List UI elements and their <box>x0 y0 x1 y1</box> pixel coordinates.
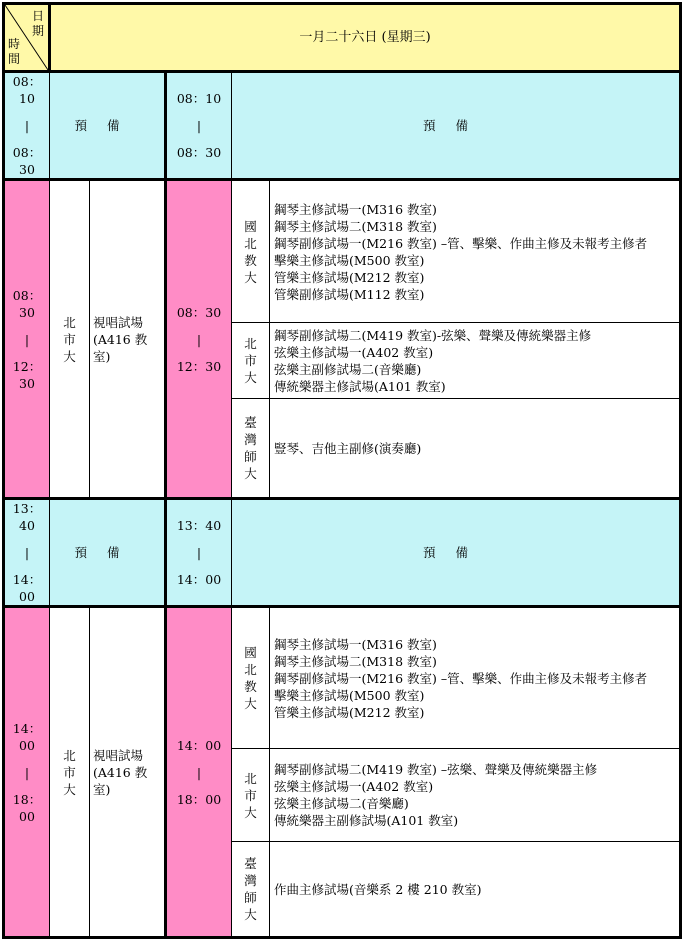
session1-group2-school: 北 市 大 <box>232 323 270 399</box>
session2-group2-school: 北 市 大 <box>232 749 270 842</box>
day-title: 一月二十六日 (星期三) <box>50 4 681 72</box>
session1-left-time: 08：30 | 12：30 <box>4 180 50 499</box>
prep2-right-label: 預備 <box>232 499 681 607</box>
session2-group1-row <box>4 607 681 749</box>
session2-right-time: 14：00 | 18：00 <box>166 607 232 938</box>
prep-row-2 <box>4 499 681 607</box>
prep1-left-time: 08：10 | 08：30 <box>4 72 50 180</box>
time-label: 時 間 <box>8 37 21 66</box>
session2-left-time: 14：00 | 18：00 <box>4 607 50 938</box>
prep1-right-label: 預備 <box>232 72 681 180</box>
session1-group1-rooms: 鋼琴主修試場一(M316 教室) 鋼琴主修試場二(M318 教室) 鋼琴副修試場一(M216 教室) –管、擊樂、作曲主修及未報考主修者 擊樂主修試場(M500 教室) 管樂主修試場(M212 教室) 管樂副修試場(M112 教室) <box>270 180 681 323</box>
prep1-right-time: 08：10 | 08：30 <box>166 72 232 180</box>
header-row <box>4 4 681 72</box>
prep-row-1 <box>4 72 681 180</box>
session1-venue: 視唱試場 (A416 教室) <box>90 180 166 499</box>
session2-school: 北 市 大 <box>50 607 90 938</box>
session1-group3-school: 臺 灣 師 大 <box>232 399 270 499</box>
session1-group1-row <box>4 180 681 323</box>
session2-group3-school: 臺 灣 師 大 <box>232 842 270 938</box>
session1-school: 北 市 大 <box>50 180 90 499</box>
prep2-right-time: 13：40 | 14：00 <box>166 499 232 607</box>
session1-right-time: 08：30 | 12：30 <box>166 180 232 499</box>
prep1-left-label: 預備 <box>50 72 166 180</box>
prep2-left-label: 預備 <box>50 499 166 607</box>
session1-group2-rooms: 鋼琴副修試場二(M419 教室)-弦樂、聲樂及傳統樂器主修 弦樂主修試場一(A402 教室) 弦樂主副修試場二(音樂廳) 傳統樂器主修試場(A101 教室) <box>270 323 681 399</box>
session1-group3-rooms: 豎琴、吉他主副修(演奏廳) <box>270 399 681 499</box>
date-label: 日 期 <box>31 9 44 38</box>
exam-schedule-table <box>2 2 682 939</box>
date-time-corner-cell <box>4 4 50 72</box>
session2-group1-rooms: 鋼琴主修試場一(M316 教室) 鋼琴主修試場二(M318 教室) 鋼琴副修試場一(M216 教室) –管、擊樂、作曲主修及未報考主修者 擊樂主修試場(M500 教室) 管樂主修試場(M212 教室) <box>270 607 681 749</box>
session2-group2-rooms: 鋼琴副修試場二(M419 教室) –弦樂、聲樂及傳統樂器主修 弦樂主修試場一(A402 教室) 弦樂主修試場二(音樂廳) 傳統樂器主副修試場(A101 教室) <box>270 749 681 842</box>
session2-venue: 視唱試場 (A416 教室) <box>90 607 166 938</box>
session2-group3-rooms: 作曲主修試場(音樂系 2 樓 210 教室) <box>270 842 681 938</box>
session2-group1-school: 國 北 教 大 <box>232 607 270 749</box>
session1-group1-school: 國 北 教 大 <box>232 180 270 323</box>
prep2-left-time: 13：40 | 14：00 <box>4 499 50 607</box>
